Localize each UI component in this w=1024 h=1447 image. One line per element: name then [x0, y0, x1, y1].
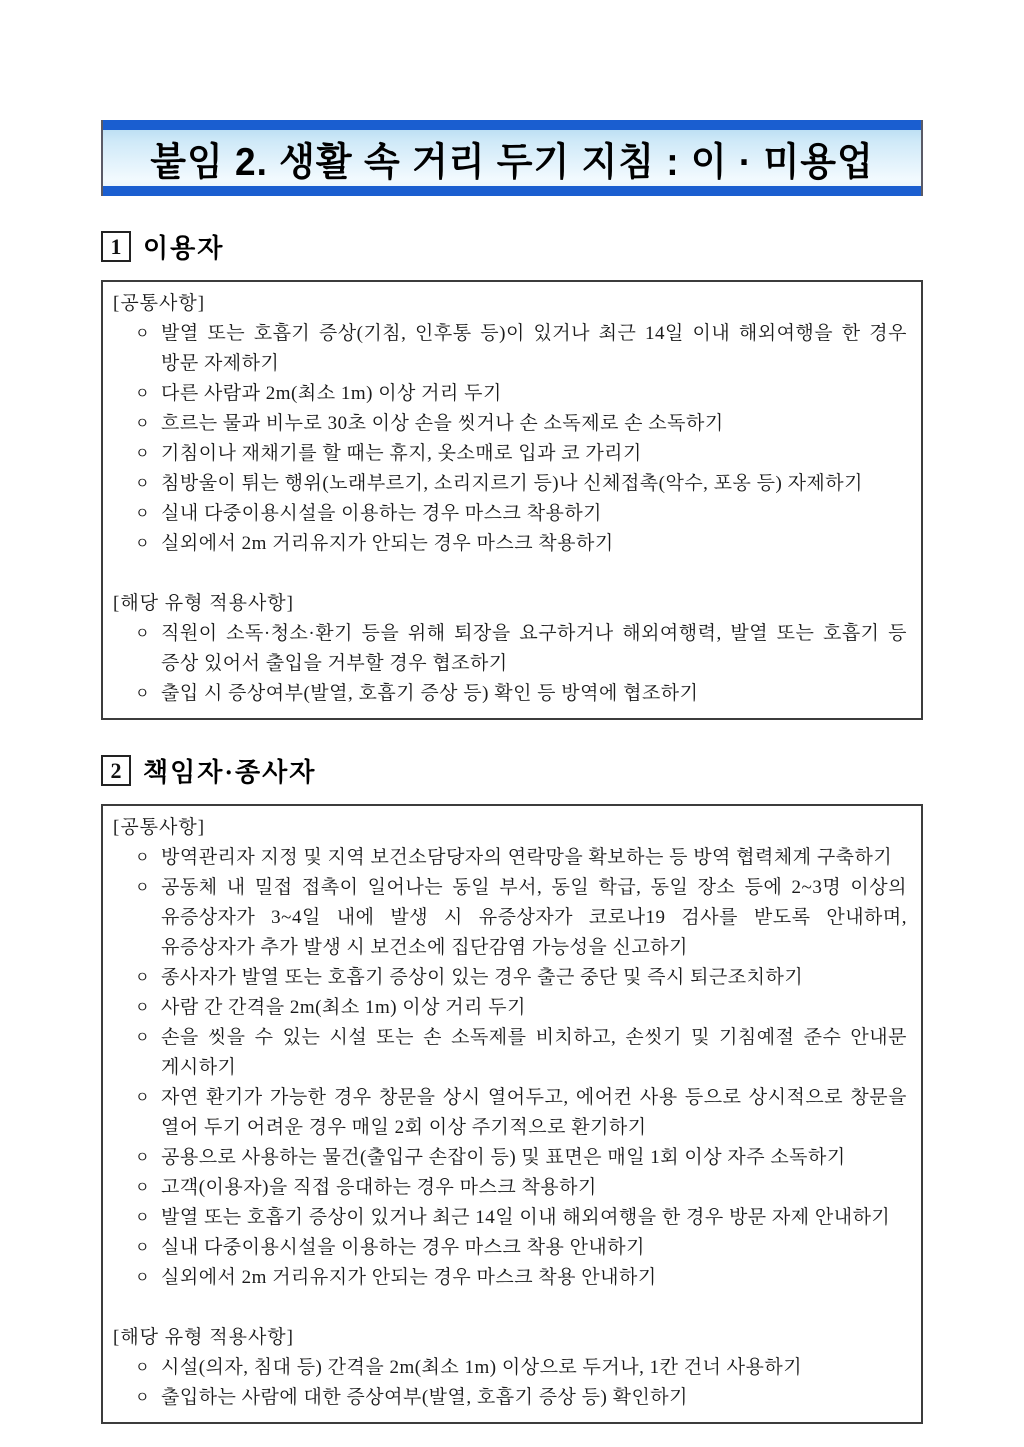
- list-item: [113, 873, 907, 963]
- bullet-icon: ㅇ: [135, 1270, 150, 1286]
- section-heading: 이용자: [143, 234, 225, 263]
- bullet-icon: ㅇ: [135, 1150, 150, 1166]
- list-item-text: 흐르는 물과 비누로 30초 이상 손을 씻거나 손 소독제로 손 소독하기: [161, 413, 724, 434]
- list-item: [113, 679, 907, 709]
- list-item-text: 침방울이 튀는 행위(노래부르기, 소리지르기 등)나 신체접촉(악수, 포옹 등) 자제하기: [161, 473, 863, 494]
- bullet-icon: ㅇ: [135, 386, 150, 402]
- list-item: [113, 1143, 907, 1173]
- banner-inner: [103, 130, 921, 186]
- list-item: [113, 1233, 907, 1263]
- list-item-text: 다른 사람과 2m(최소 1m) 이상 거리 두기: [161, 383, 502, 404]
- list-item: [113, 319, 907, 379]
- list-item-text: 방역관리자 지정 및 지역 보건소담당자의 연락망을 확보하는 등 방역 협력체계 구축하기: [161, 847, 893, 868]
- list-item: [113, 409, 907, 439]
- bullet-icon: ㅇ: [135, 970, 150, 986]
- list-item: [113, 993, 907, 1023]
- group-label: [해당 유형 적용사항]: [113, 593, 294, 614]
- bullet-icon: ㅇ: [135, 446, 150, 462]
- list-item: [113, 469, 907, 499]
- list-item: [113, 1203, 907, 1233]
- list-item-text: 실외에서 2m 거리유지가 안되는 경우 마스크 착용하기: [161, 533, 614, 554]
- list-item-text: 공용으로 사용하는 물건(출입구 손잡이 등) 및 표면은 매일 1회 이상 자주 소독하기: [161, 1147, 846, 1168]
- section-heading: 책임자·종사자: [143, 758, 317, 787]
- list-item-text: 고객(이용자)을 직접 응대하는 경우 마스크 착용하기: [161, 1177, 597, 1198]
- sections-container: [101, 228, 923, 1424]
- page-title: 붙임 2. 생활 속 거리 두기 지침 : 이 · 미용업: [150, 140, 874, 184]
- list-item: [113, 1353, 907, 1383]
- bullet-icon: ㅇ: [135, 1090, 150, 1106]
- list-item: [113, 529, 907, 559]
- section-content-box-1: [101, 280, 923, 720]
- list-item-text: 실내 다중이용시설을 이용하는 경우 마스크 착용하기: [161, 503, 603, 524]
- list-item-text: 출입 시 증상여부(발열, 호흡기 증상 등) 확인 등 방역에 협조하기: [161, 683, 699, 704]
- group-label: [해당 유형 적용사항]: [113, 1327, 294, 1348]
- list-item-text: 출입하는 사람에 대한 증상여부(발열, 호흡기 증상 등) 확인하기: [161, 1387, 689, 1408]
- list-item-text: 시설(의자, 침대 등) 간격을 2m(최소 1m) 이상으로 두거나, 1칸 건너 사용하기: [161, 1357, 803, 1378]
- bullet-icon: ㅇ: [135, 686, 150, 702]
- banner-top-bar: [103, 120, 921, 130]
- bullet-icon: ㅇ: [135, 536, 150, 552]
- list-item-text: 손을 씻을 수 있는 시설 또는 손 소독제를 비치하고, 손씻기 및 기침예절 준수 안내문 게시하기: [161, 1027, 907, 1078]
- bullet-icon: ㅇ: [135, 626, 150, 642]
- list-item: [113, 379, 907, 409]
- list-item: [113, 1383, 907, 1413]
- list-item-text: 실외에서 2m 거리유지가 안되는 경우 마스크 착용 안내하기: [161, 1267, 657, 1288]
- bullet-icon: ㅇ: [135, 506, 150, 522]
- list-item: [113, 499, 907, 529]
- group-label: [공통사항]: [113, 293, 206, 314]
- item-group: [113, 589, 907, 709]
- banner-bottom-bar: [103, 186, 921, 196]
- section-number-box: 1: [101, 231, 131, 262]
- bullet-icon: ㅇ: [135, 1390, 150, 1406]
- list-item-text: 종사자가 발열 또는 호흡기 증상이 있는 경우 출근 중단 및 즉시 퇴근조치하기: [161, 967, 804, 988]
- list-item: [113, 1083, 907, 1143]
- list-item: [113, 1023, 907, 1083]
- list-item-text: 발열 또는 호흡기 증상(기침, 인후통 등)이 있거나 최근 14일 이내 해외여행을 한 경우 방문 자제하기: [161, 323, 907, 374]
- list-item-text: 발열 또는 호흡기 증상이 있거나 최근 14일 이내 해외여행을 한 경우 방문 자제 안내하기: [161, 1207, 891, 1228]
- item-group: [113, 813, 907, 1293]
- bullet-icon: ㅇ: [135, 476, 150, 492]
- bullet-icon: ㅇ: [135, 326, 150, 342]
- list-item: [113, 1173, 907, 1203]
- group-label: [공통사항]: [113, 817, 206, 838]
- bullet-icon: ㅇ: [135, 1240, 150, 1256]
- list-item: [113, 843, 907, 873]
- list-item-text: 자연 환기가 가능한 경우 창문을 상시 열어두고, 에어컨 사용 등으로 상시적으로 창문을 열어 두기 어려운 경우 매일 2회 이상 주기적으로 환기하기: [161, 1087, 907, 1138]
- bullet-icon: ㅇ: [135, 880, 150, 896]
- list-item-text: 실내 다중이용시설을 이용하는 경우 마스크 착용 안내하기: [161, 1237, 645, 1258]
- section-number-box: 2: [101, 755, 131, 786]
- list-item: [113, 439, 907, 469]
- list-item-text: 공동체 내 밀접 접촉이 일어나는 동일 부서, 동일 학급, 동일 장소 등에 2~3명 이상의 유증상자가 3~4일 내에 발생 시 유증상자가 코로나19 검사를 받도록 안내하며, 유증상자가 추가 발생 시 보건소에 집단감염 가능성을 신고하기: [161, 877, 907, 958]
- item-group: [113, 289, 907, 559]
- bullet-icon: ㅇ: [135, 850, 150, 866]
- title-banner: [101, 120, 923, 196]
- item-group: [113, 1323, 907, 1413]
- bullet-icon: ㅇ: [135, 416, 150, 432]
- bullet-icon: ㅇ: [135, 1180, 150, 1196]
- list-item: [113, 963, 907, 993]
- bullet-icon: ㅇ: [135, 1360, 150, 1376]
- section-header-2: [101, 752, 923, 789]
- bullet-icon: ㅇ: [135, 1210, 150, 1226]
- section-header-1: [101, 228, 923, 265]
- bullet-icon: ㅇ: [135, 1000, 150, 1016]
- list-item: [113, 619, 907, 679]
- list-item-text: 직원이 소독·청소·환기 등을 위해 퇴장을 요구하거나 해외여행력, 발열 또는 호흡기 등 증상 있어서 출입을 거부할 경우 협조하기: [161, 623, 907, 674]
- list-item-text: 기침이나 재채기를 할 때는 휴지, 옷소매로 입과 코 가리기: [161, 443, 642, 464]
- bullet-icon: ㅇ: [135, 1030, 150, 1046]
- section-content-box-2: [101, 804, 923, 1424]
- list-item: [113, 1263, 907, 1293]
- list-item-text: 사람 간 간격을 2m(최소 1m) 이상 거리 두기: [161, 997, 526, 1018]
